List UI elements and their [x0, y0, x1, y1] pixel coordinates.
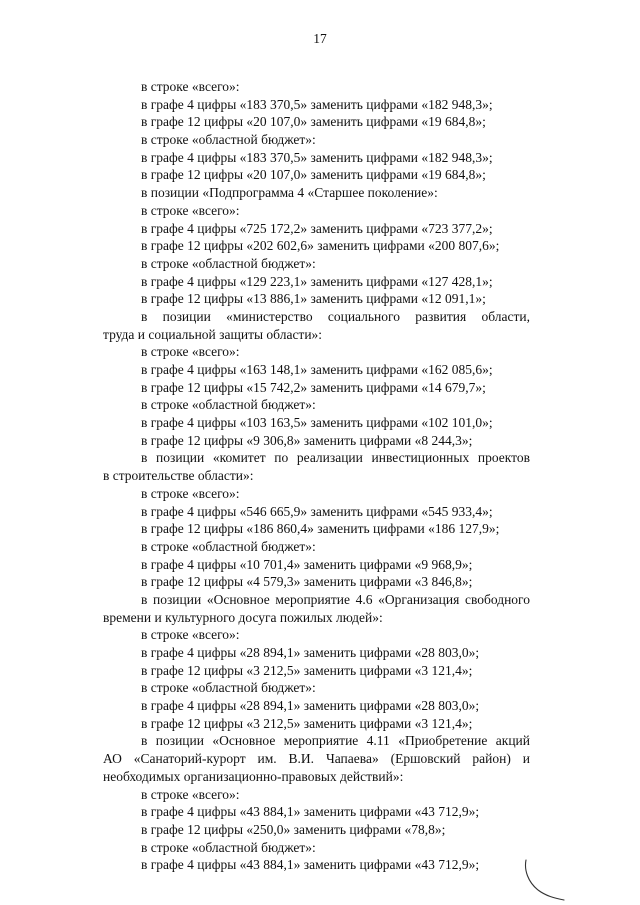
text-line: в строке «всего»: — [141, 485, 240, 501]
text-line: в графе 4 цифры «43 884,1» заменить цифрами «43 712,9»; — [141, 804, 480, 820]
text-line: в позиции «Подпрограмма 4 «Старшее поколение»: — [141, 185, 438, 201]
text-line: необходимых организационно-правовых действий»: — [103, 768, 404, 784]
text-line: в графе 4 цифры «43 884,1» заменить цифрами «43 712,9»; — [141, 857, 480, 873]
text-line: в графе 12 цифры «186 860,4» заменить цифрами «186 127,9»; — [141, 521, 500, 537]
text-line: в строке «областной бюджет»: — [141, 680, 316, 696]
text-line: в графе 4 цифры «28 894,1» заменить цифрами «28 803,0»; — [141, 645, 480, 660]
document-body — [103, 78, 530, 874]
text-line: в строке «областной бюджет»: — [141, 397, 316, 413]
text-line: в строке «областной бюджет»: — [141, 132, 316, 148]
text-line: в строке «всего»: — [141, 786, 240, 802]
text-line: в графе 12 цифры «9 306,8» заменить цифрами «8 244,3»; — [141, 432, 473, 448]
text-line: в графе 12 цифры «20 107,0» заменить цифрами «19 684,8»; — [141, 167, 486, 183]
text-line: в позиции «Основное мероприятие 4.6 «Организация свободного — [141, 591, 530, 607]
text-line: в графе 12 цифры «13 886,1» заменить цифрами «12 091,1»; — [141, 291, 486, 307]
text-line: времени и культурного досуга пожилых людей»: — [103, 609, 383, 625]
text-line: в строке «всего»: — [141, 627, 240, 643]
text-line: в строке «областной бюджет»: — [141, 538, 316, 554]
text-line: в графе 4 цифры «103 163,5» заменить цифрами «102 101,0»; — [141, 415, 493, 431]
text-line: в графе 4 цифры «28 894,1» заменить цифрами «28 803,0»; — [141, 698, 480, 714]
text-line: в графе 4 цифры «183 370,5» заменить цифрами «182 948,3»; — [141, 96, 493, 112]
text-line: труда и социальной защиты области»: — [103, 326, 323, 342]
text-line: АО «Санаторий-курорт им. В.И. Чапаева» (Ершовский район) и — [103, 751, 530, 767]
text-line: в строке «областной бюджет»: — [141, 839, 316, 855]
text-line: в строке «областной бюджет»: — [141, 255, 316, 271]
text-line: в позиции «Основное мероприятие 4.11 «Приобретение акций — [141, 733, 530, 749]
text-line: в графе 12 цифры «250,0» заменить цифрами «78,8»; — [141, 821, 446, 837]
page-number: 17 — [313, 31, 327, 46]
text-line: в графе 12 цифры «15 742,2» заменить цифрами «14 679,7»; — [141, 379, 486, 395]
text-line: в графе 4 цифры «183 370,5» заменить цифрами «182 948,3»; — [141, 149, 493, 165]
text-line: в графе 12 цифры «4 579,3» заменить цифрами «3 846,8»; — [141, 574, 473, 590]
handwritten-mark — [520, 858, 570, 903]
text-line: в позиции «министерство социального развития области, — [141, 308, 530, 324]
text-line: в позиции «комитет по реализации инвестиционных проектов — [141, 450, 530, 466]
text-line: в графе 12 цифры «3 212,5» заменить цифрами «3 121,4»; — [141, 715, 473, 731]
text-line: в графе 4 цифры «10 701,4» заменить цифрами «9 968,9»; — [141, 556, 473, 572]
text-line: в графе 4 цифры «546 665,9» заменить цифрами «545 933,4»; — [141, 503, 493, 519]
text-line: в графе 12 цифры «3 212,5» заменить цифрами «3 121,4»; — [141, 662, 473, 678]
text-line: в строке «всего»: — [141, 79, 240, 94]
text-line: в графе 12 цифры «202 602,6» заменить цифрами «200 807,6»; — [141, 238, 500, 254]
text-line: в строке «всего»: — [141, 344, 240, 360]
text-line: в графе 4 цифры «163 148,1» заменить цифрами «162 085,6»; — [141, 362, 493, 377]
text-line: в строительстве области»: — [103, 468, 254, 484]
text-line: в графе 4 цифры «725 172,2» заменить цифрами «723 377,2»; — [141, 220, 493, 236]
text-line: в строке «всего»: — [141, 202, 240, 218]
text-line: в графе 4 цифры «129 223,1» заменить цифрами «127 428,1»; — [141, 273, 493, 289]
text-line: в графе 12 цифры «20 107,0» заменить цифрами «19 684,8»; — [141, 114, 486, 130]
